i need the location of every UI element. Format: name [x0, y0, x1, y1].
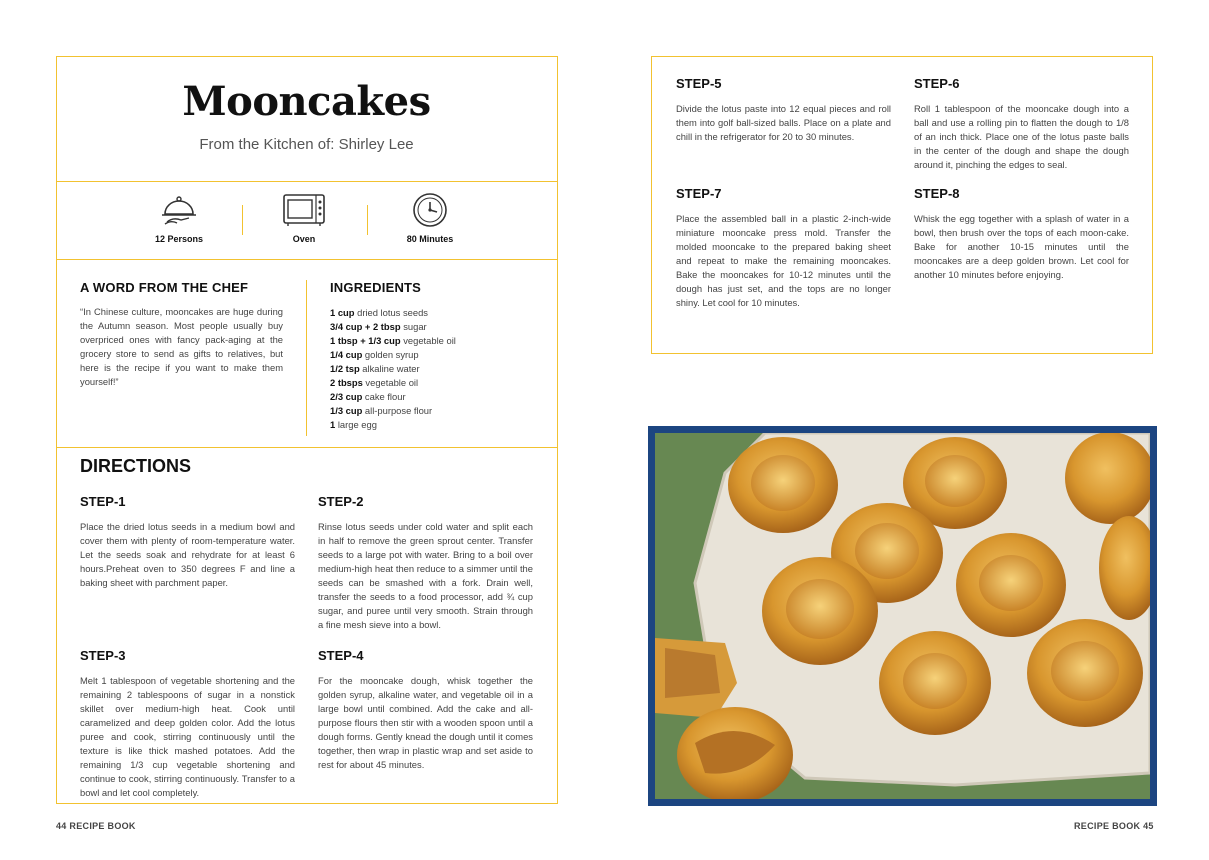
- time-info: [385, 192, 475, 244]
- step-1-heading: STEP-1: [80, 494, 126, 509]
- ingredient-item: 1/2 tsp alkaline water: [330, 363, 420, 374]
- ingredients-list: [330, 306, 530, 432]
- divider: [56, 181, 558, 182]
- page-number-left: 44 RECIPE BOOK: [56, 821, 136, 831]
- step-7-text: Place the assembled ball in a plastic 2-inch-wide miniature mooncake press mold. Transfer the molded mooncake to the prepared baking sheet and repeat to make the remaining mooncakes. Bake the mooncakes for 10-12 minutes until the dough has just set, and the tops are no longer shiny. Let cool for 10 minutes.: [676, 213, 891, 308]
- step-2-text: Rinse lotus seeds under cold water and split each in half to remove the green sprout center. Transfer seeds to a large pot with water. Bring to a boil over medium-high heat then reduce to a simmer until the seeds can be smashed with a fork. Drain well, transfer the seeds to a food processor, add ¾ cup sugar, and puree until very smooth. Strain through a fine mesh sieve into a bowl.: [318, 521, 533, 630]
- step-4-text: For the mooncake dough, whisk together the golden syrup, alkaline water, and vegetable oil in a large bowl until combined. Add the cake and all-purpose flours then stir with a wooden spoon until a dough forms. Gently knead the dough until it comes together, then wrap in plastic wrap and set aside to rest for about 45 minutes.: [318, 675, 533, 770]
- ingredient-item: 1 cup dried lotus seeds: [330, 307, 428, 318]
- meta-divider: [242, 205, 243, 235]
- servings-info: [134, 192, 224, 244]
- mooncakes-illustration: [655, 433, 1150, 799]
- chef-heading: A WORD FROM THE CHEF: [80, 280, 249, 295]
- recipe-subtitle: From the Kitchen of: Shirley Lee: [199, 136, 414, 153]
- ingredient-item: 3/4 cup + 2 tbsp sugar: [330, 321, 427, 332]
- equipment-label: Oven: [292, 234, 316, 244]
- step-6-text: Roll 1 tablespoon of the mooncake dough into a ball and use a rolling pin to flatten the dough to 1/8 of an inch thick. Place one of the lotus paste balls in the center of the dough and shape the dough around it, pinching the edges to seal.: [914, 103, 1129, 170]
- serving-cloche-icon: [159, 192, 199, 228]
- microwave-oven-icon: [282, 192, 326, 228]
- time-label: 80 Minutes: [406, 234, 454, 244]
- ingredients-heading: INGREDIENTS: [330, 280, 422, 295]
- step-3-text: Melt 1 tablespoon of vegetable shortening and the remaining 2 tablespoons of sugar in a nonstick skillet over medium-high heat. Cook until caramelized and deep golden color. Add the lotus puree and cook, stirring continuously until the texture is like thick mashed potatoes. Add the remaining 1/3 cup vegetable shortening and continue to cook, stirring continuously. Transfer to a bowl and let cool completely.: [80, 675, 295, 798]
- ingredient-item: 2/3 cup cake flour: [330, 391, 406, 402]
- step-4-heading: STEP-4: [318, 648, 364, 663]
- divider: [56, 259, 558, 260]
- step-8-heading: STEP-8: [914, 186, 960, 201]
- directions-heading: DIRECTIONS: [80, 456, 192, 476]
- step-8-text: Whisk the egg together with a splash of water in a bowl, then brush over the tops of each moon-cake. Bake for another 10-15 minutes until the mooncakes are a deep golden brown. Let cool for another 10 minutes before enjoying.: [914, 213, 1129, 280]
- ingredient-item: 1 large egg: [330, 419, 377, 430]
- ingredient-item: 1 tbsp + 1/3 cup vegetable oil: [330, 335, 456, 346]
- step-3-heading: STEP-3: [80, 648, 126, 663]
- ingredient-item: 1/3 cup all-purpose flour: [330, 405, 433, 416]
- step-6-heading: STEP-6: [914, 76, 960, 91]
- servings-label: 12 Persons: [154, 234, 204, 244]
- clock-icon: [411, 192, 449, 228]
- column-divider: [306, 280, 307, 436]
- step-5-text: Divide the lotus paste into 12 equal pieces and roll them into golf ball-sized balls. Place on a plate and chill in the refrigerator for 20 to 30 minutes.: [676, 103, 891, 142]
- meta-divider: [367, 205, 368, 235]
- divider: [56, 447, 558, 448]
- step-2-heading: STEP-2: [318, 494, 364, 509]
- chef-note: “In Chinese culture, mooncakes are huge during the Autumn season. Most people usually buy overpriced ones with fancy pack-aging at the grocery store to send as gifts to relatives, but here is the recipe if you want to make them yourself!”: [80, 306, 283, 387]
- recipe-title: Mooncakes: [182, 78, 431, 125]
- page-number-right: RECIPE BOOK 45: [1074, 821, 1154, 831]
- step-7-heading: STEP-7: [676, 186, 722, 201]
- step-5-heading: STEP-5: [676, 76, 722, 91]
- ingredient-item: 2 tbsps vegetable oil: [330, 377, 419, 388]
- ingredient-item: 1/4 cup golden syrup: [330, 349, 419, 360]
- equipment-info: [259, 192, 349, 244]
- mooncakes-photo: [648, 426, 1157, 806]
- step-1-text: Place the dried lotus seeds in a medium bowl and cover them with plenty of room-temperature water. Let the seeds soak and rehydrate for at least 6 hours.Preheat oven to 350 degrees F and line a baking sheet with parchment paper.: [80, 521, 295, 588]
